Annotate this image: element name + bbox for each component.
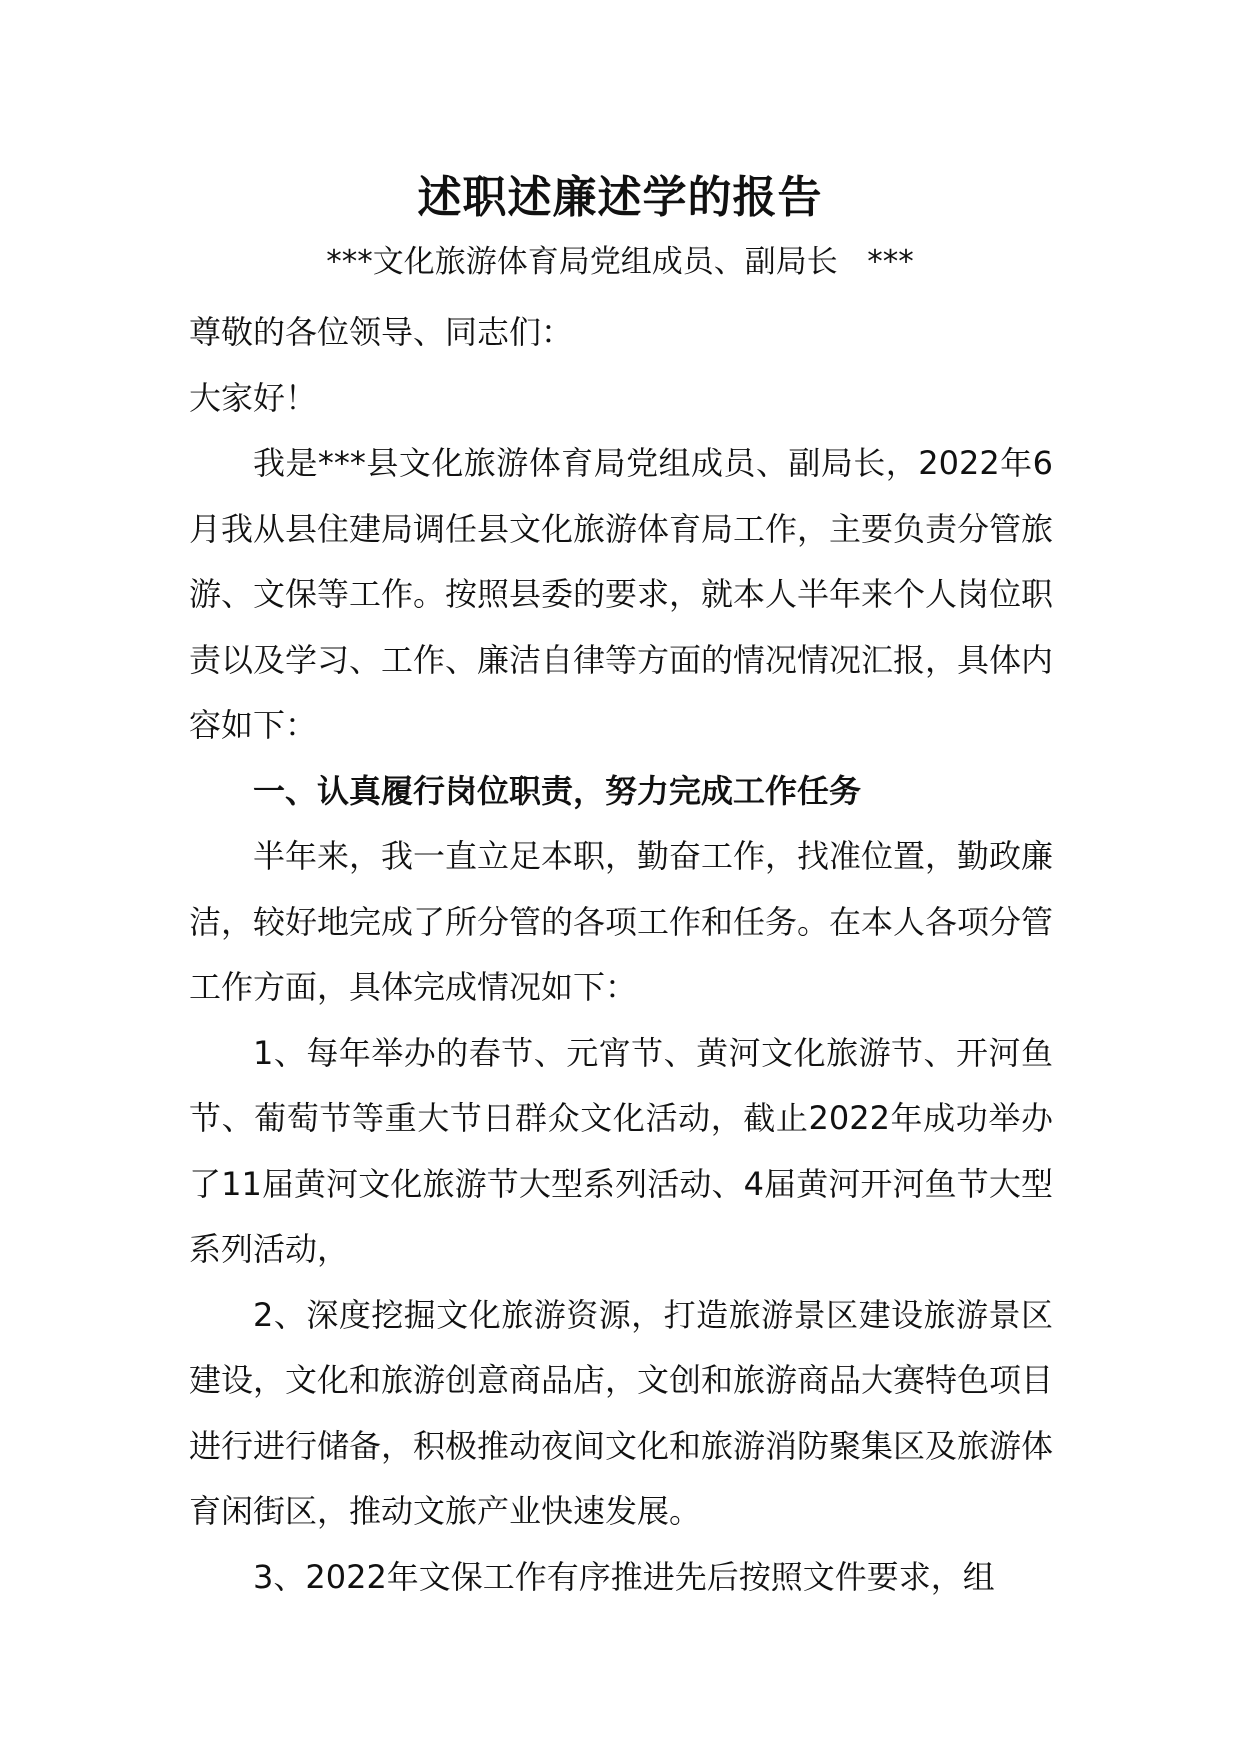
document-title: 述职述廉述学的报告 [417, 172, 823, 223]
list-item-1: 1、每年举办的春节、元宵节、黄河文化旅游节、开河鱼节、葡萄节等重大节日群众文化活动，截止2022年成功举办了11届黄河文化旅游节大型系列活动、4届黄河开河鱼节大型系列活动， [189, 1033, 1053, 1268]
paragraph-summary: 半年来，我一直立足本职，勤奋工作，找准位置，勤政廉洁，较好地完成了所分管的各项工作和任务。在本人各项分管工作方面，具体完成情况如下： [189, 837, 1054, 1006]
salutation: 尊敬的各位领导、同志们： [189, 313, 574, 351]
section-heading-1: 一、认真履行岗位职责，努力完成工作任务 [253, 771, 862, 810]
greeting: 大家好！ [189, 378, 318, 417]
list-item-3: 3、2022年文保工作有序推进先后按照文件要求，组 [253, 1557, 995, 1596]
paragraph-intro: 我是***县文化旅游体育局党组成员、副局长，2022年6月我从县住建局调任县文化旅游体育局工作，主要负责分管旅游、文保等工作。按照县委的要求，就本人半年来个人岗位职责以及学习、工作、廉洁自律等方面的情况情况汇报，具体内容如下： [189, 444, 1054, 744]
document-subtitle: ***文化旅游体育局党组成员、副局长 *** [326, 244, 914, 280]
list-item-2: 2、深度挖掘文化旅游资源，打造旅游景区建设旅游景区建设，文化和旅游创意商品店，文创和旅游商品大赛特色项目进行进行储备，积极推动夜间文化和旅游消防聚集区及旅游体育闲街区，推动文旅产业快速发展。 [189, 1295, 1054, 1530]
document-body [189, 300, 1053, 1610]
